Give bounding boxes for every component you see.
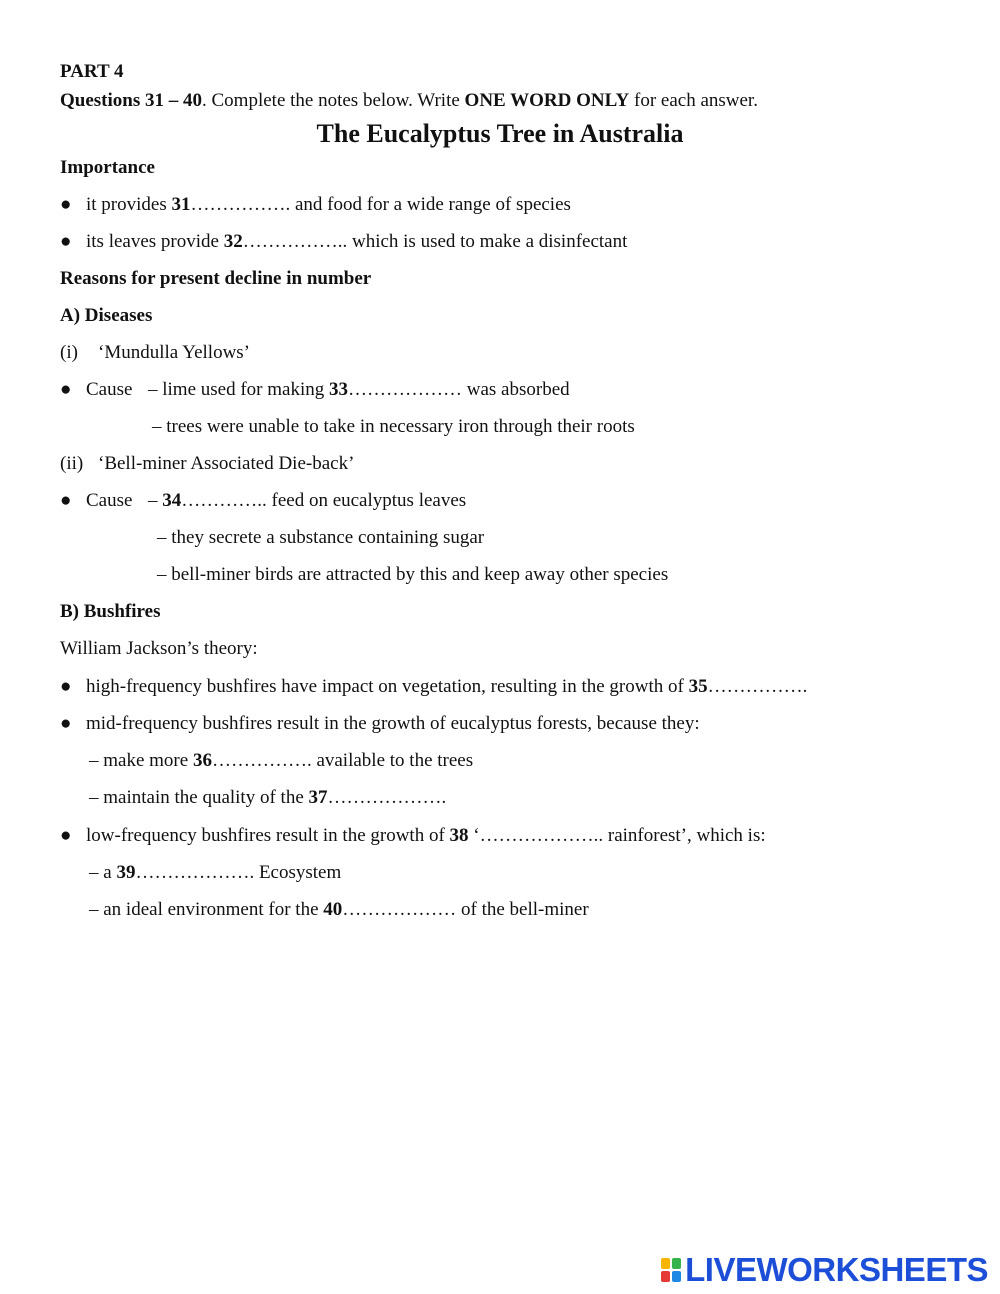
sub-item: – make more 36……………. available to the trees [89,750,474,771]
bullet-icon: ● [60,490,72,511]
list-item: ● its leaves provide 32…………….. which is used to make a disinfectant [60,231,628,252]
cause-detail: – trees were unable to take in necessary iron through their roots [152,416,635,437]
page-title: The Eucalyptus Tree in Australia [316,119,684,148]
disease-ii-title: (ii) ‘Bell-miner Associated Die-back’ [60,453,355,474]
question-number: 35 [688,676,708,697]
answer-blank[interactable]: ………………. [327,787,447,808]
sub-item: – an ideal environment for the 40……………… of the bell-miner [89,899,589,920]
disease-i-title: (i) ‘Mundulla Yellows’ [60,342,251,363]
bullet-icon: ● [60,194,72,215]
answer-blank[interactable]: ……………. available to the trees [211,750,474,771]
sub-item: – maintain the quality of the 37………………. [89,787,447,808]
answer-blank[interactable]: …………….. which is used to make a disinfectant [242,231,628,252]
logo-squares-icon [661,1258,681,1282]
logo-text: LIVEWORKSHEETS [685,1251,988,1288]
liveworksheets-logo[interactable] [661,1252,988,1288]
answer-blank[interactable]: ………………. Ecosystem [135,862,342,883]
answer-blank[interactable]: ……………. [707,676,808,697]
instructions: Questions 31 – 40. Complete the notes below. Write ONE WORD ONLY for each answer. [60,90,758,111]
question-number: 37 [308,787,328,808]
cause-detail: – they secrete a substance containing sugar [157,527,485,548]
question-number: 34 [162,490,182,511]
sub-item: – a 39………………. Ecosystem [89,862,342,883]
question-number: 32 [223,231,243,252]
question-number: 36 [192,750,212,771]
list-item: ● high-frequency bushfires have impact on vegetation, resulting in the growth of 35……………. [60,676,808,697]
one-word-only: ONE WORD ONLY [464,90,630,111]
bullet-icon: ● [60,713,72,734]
question-number: 38 [449,825,469,846]
answer-blank[interactable]: ……………. and food for a wide range of species [190,194,571,215]
list-item: ● low-frequency bushfires result in the growth of 38 ‘……………….. rainforest’, which is: [60,825,766,846]
theory-label: William Jackson’s theory: [60,638,258,659]
bullet-icon: ● [60,379,72,400]
cause-detail: – bell-miner birds are attracted by this and keep away other species [157,564,669,585]
reasons-heading: Reasons for present decline in number [60,268,372,289]
questions-range: Questions 31 – 40 [60,90,202,111]
question-number: 31 [171,194,191,215]
bullet-icon: ● [60,676,72,697]
part-heading: PART 4 [60,61,124,82]
list-item: ● Cause – 34………….. feed on eucalyptus leaves [60,490,467,511]
answer-blank[interactable]: ……………… was absorbed [348,379,570,400]
question-number: 39 [116,862,136,883]
answer-blank[interactable]: ……………… of the bell-miner [342,899,589,920]
bullet-icon: ● [60,825,72,846]
question-number: 33 [329,379,348,400]
list-item: ● it provides 31……………. and food for a wide range of species [60,194,571,215]
list-item: ● Cause – lime used for making 33……………… was absorbed [60,379,570,400]
diseases-heading: A) Diseases [60,305,153,326]
answer-blank[interactable]: ………….. feed on eucalyptus leaves [181,490,467,511]
answer-blank[interactable]: ‘……………….. rainforest’, which is: [468,825,766,846]
bullet-icon: ● [60,231,72,252]
list-item: ● mid-frequency bushfires result in the growth of eucalyptus forests, because they: [60,713,700,734]
importance-heading: Importance [60,157,155,178]
question-number: 40 [323,899,343,920]
bushfires-heading: B) Bushfires [60,601,161,622]
